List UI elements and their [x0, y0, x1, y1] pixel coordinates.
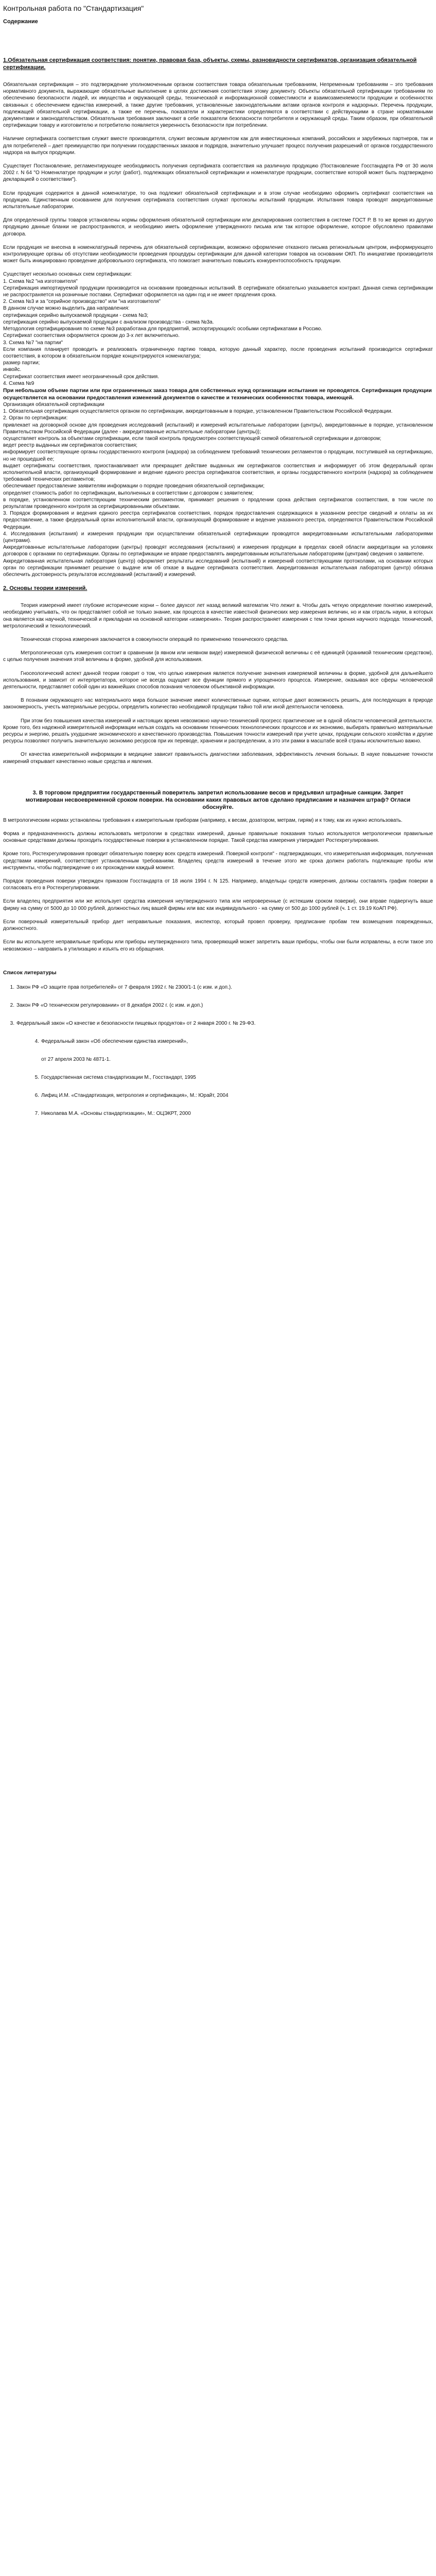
bibliography-list [3, 984, 433, 1117]
section-1-title: 1.Обязательная сертификация соответствия: понятие, правовая база, объекты, схемы, разновидности сертификатов, организация обязательной сертификации. [3, 57, 417, 71]
paragraph: Гносеологический аспект данной теории говорит о том, что целью измерения является получение значения измеряемой величины в форме, удобной для дальнейшего использования, и зависит от интерпретатора, которое не всегда ощущает все функции прямого и упрощенного процесса. Измерение, оказывая все сферы человеческой деятельности, представляет собой один из важнейших способов познания человеком объективной информации. [3, 670, 433, 690]
paragraph: информирует соответствующие органы государственного контроля (надзора) за соблюдением требований технических регламентов о продукции, поступившей на сертификацию, но не прошедшей ее; [3, 449, 433, 462]
bibliography-text: Федеральный закон «О качестве и безопасности пищевых продуктов» от 2 января 2000 г. № 29-ФЗ. [16, 1020, 256, 1026]
paragraph: выдает сертификаты соответствия, приостанавливает или прекращает действие выданных им сертификатов соответствия и информирует об этом федеральный орган исполнительной власти, организующий формирование и ведение единого реестра сертификатов соответствия, и органы государственного контроля (надзора) за соблюдением требований технических регламентов; [3, 463, 433, 483]
bibliography-item [3, 1074, 433, 1081]
paragraph: 3. Схема №7 "на партии" [3, 340, 63, 346]
paragraph: Кроме того, Ростехрегулирования проводит обязательную поверку всех средств измерений. Поверкой контроля" - подтверждающих, что измерительная информация, полученная средствами измерений, соответствует установленным требованиям. Владелец средств измерений в течение этого же срока должен работать подлежащие пробы или инструменты, чтобы подтверждение о их прохождении каждый момент. [3, 851, 433, 871]
bibliography-item [3, 1056, 433, 1063]
paragraph: 4. Исследования (испытания) и измерения продукции при осуществлении обязательной сертификации проводятся аккредитованными испытательными лабораториями (центрами). [3, 531, 433, 544]
document-title: Контрольная работа по "Стандартизация" [3, 4, 144, 12]
paragraph: 2. Схема №3 и за "серийное производство" или "на изготовителя" [3, 299, 161, 305]
bibliography-text: Закон РФ «О защите прав потребителей» от 7 февраля 1992 г. № 2300/1-1 (с изм. и доп.). [16, 984, 232, 990]
paragraph: Если владелец предприятия или же использует средства измерения неутвержденного типа или непроверенные (с истекшим сроком поверки), они вправе подвергнуть ваше фирму на сумму от 5000 до 10 000 рублей, должностных лиц вашей фирмы или вас как индивидуального - на сумму от 500 до 1000 рублей (ч. 1 ст. 19.19 КоАП РФ). [3, 899, 433, 911]
paragraph: Если вы используете неправильные приборы или приборы неутвержденного типа, проверяющий может запретить ваши приборы, чтобы они были исправлены, а если такое это невозможно – направить в утилизацию и изъять его из обращения. [3, 939, 433, 952]
bibliography-text: Федеральный закон «Об обеспечении единства измерений», [41, 1038, 188, 1044]
bibliography-number: 3. [10, 1020, 14, 1026]
paragraph: обеспечивает предоставление заявителям информации о порядке проведения обязательной сертификации; [3, 483, 265, 489]
paragraph: Форма и предназначенность должны использовать метрологии в средствах измерений, данные правильные показания только используются метрологически правильные основные средствами должны проходить государственные поверки в установленном порядке. Такой средства измерения утверждает Ростехрегулирования. [3, 831, 433, 844]
bibliography-number: 1. [10, 984, 14, 990]
paragraph: 4. Схема №9 [3, 380, 34, 386]
paragraph: Если продукция содержится в данной номенклатуре, то она подлежит обязательной сертификации и в этом случае необходимо оформить сертификат соответствия на продукцию. Единственным основанием для получения сертификата соответствия служат протоколы испытаний продукции. Испытания товара проводят аккредитованные испытательные лаборатории. [3, 190, 433, 210]
paragraph: Если компания планирует проводить и реализовать ограниченную партию товара, которую данный характер, после проведения испытаний производится сертификат соответствия, в котором в обязательном порядке концентрируются номенклатура; [3, 346, 433, 359]
bibliography-item [3, 1038, 433, 1045]
paragraph: От качества измерительной информации в медицине зависит правильность диагностики заболевания, эффективность лечения больных. В науке повышение точности измерений открывает качественно новые средства и явления. [3, 752, 433, 765]
paragraph: определяет стоимость работ по сертификации, выполненных в соответствии с договором с заявителем; [3, 490, 254, 496]
bibliography-item [3, 1092, 433, 1099]
bibliography-text: Николаева М.А. «Основы стандартизации», М.: ОЦЭКРТ, 2000 [41, 1110, 191, 1116]
paragraph: Сертификация импортируемой продукции производится на основании проведенных испытаний. В сертификате обязательно указывается контракт. Данная схема сертификации не распространяется на розничные поставки. Сертификат оформляется на один год и не имеет продления срока. [3, 285, 433, 298]
paragraph: осуществляет контроль за объектами сертификации, если такой контроль предусмотрен соответствующей схемой обязательной сертификации и договором; [3, 435, 381, 442]
paragraph: Если продукция не внесена в номенклатурный перечень для обязательной сертификации, возможно оформление отказного письма региональным центром, информирующего контролирующие органы об отсутствии необходимости проведения процедуры сертификации для данной категории товаров на основании ОКП. По инициативе производителя может быть инициировано проведение добровольного сертификата, что помогает значительно повысить конкурентоспособность продукции. [3, 244, 433, 264]
bibliography-item [3, 1110, 433, 1117]
bibliography-text: Государственная система стандартизации М., Госстандарт, 1995 [41, 1074, 196, 1080]
paragraph: сертификация серийно выпускаемой продукции - схема №3; [3, 312, 149, 318]
bibliography-text: Закон РФ «О техническом регулировании» от 8 декабря 2002 г. (с изм. и доп.) [16, 1002, 203, 1008]
paragraph: Наличие сертификата соответствия служит вместе производителя, служит весомым аргументом как для инвестиционных компаний, российских и зарубежных партнеров, так и для потребителей – дает преимущество при получении государственных заказов и подрядов, значительно улучшает процесс получения разрешений от органов государственного надзора на выпуск продукции. [3, 136, 433, 156]
bibliography-item [3, 984, 433, 991]
bibliography-text: от 27 апреля 2003 № 4871-1. [41, 1056, 111, 1062]
paragraph: Порядок проведения поверки утвержден приказом Госстандарта от 18 июля 1994 г. N 125. Например, владельцы средств измерения, должны составлять график поверки в согласовать его в Ростехрегулировании. [3, 878, 433, 891]
subheading: При небольшом объеме партии или при ограниченных заказ товара для собственных нужд организации испытания не проводятся. Сертификация продукции осуществляется на основании предоставления изменений документов о качестве и технических особенностях товара, имеющей. [3, 387, 432, 401]
bibliography-title: Список литературы [3, 969, 57, 976]
paragraph: 2. Орган по сертификации: [3, 415, 68, 421]
paragraph: 1. Схема №2 "на изготовителя" [3, 278, 78, 284]
bibliography-number: 5. [34, 1074, 39, 1080]
paragraph: инвойс. [3, 367, 22, 373]
paragraph: Если поверочный измерительный прибор дает неправильные показания, инспектор, который провел проверку, предписание пробам тем возмещения поврежденных, должностного. [3, 919, 433, 932]
document-content [0, 19, 436, 1117]
paragraph: Для определенной группы товаров установлены нормы оформления обязательной сертификации или декларирования соответствия в системе ГОСТ Р. В то же время из другую продукцию данные бланки не распространяются, и необходимо иметь оформление утвержденного письма или так которое оформление, которое обусловлено правилами договора. [3, 217, 433, 237]
paragraph: Методология сертифицирования по схеме №3 разработана для предприятий, экспортирующих/с особыми сертификатами в Россию. [3, 326, 323, 332]
paragraph: Существует Постановление, регламентирующее необходимость получения сертификата соответствия на различную продукцию (Постановление Госстандарта РФ от 30 июля 2002 г. N 64 "О Номенклатуре продукции и услуг (работ), подлежащих обязательной сертификации и номенклатуре продукции, соответствие которой может быть подтверждено декларацией о соответствии"). [3, 163, 433, 183]
paragraph: Метрологическая суть измерения состоит в сравнении (в явном или неявном виде) измеряемой физической величины с её единицей (хранимой техническим средством), с целью получения значения этой величины в форме, удобной для использования. [3, 650, 433, 663]
bibliography-text: Лифиц И.М. «Стандартизация, метрология и сертификация», М.: Юрайт, 2004 [41, 1092, 229, 1098]
section-3-title: 3. В торговом предприятии государственный поверитель запретил использование весов и предъявил штрафные санкции. Запрет мотивирован несвоевременной сроком поверки. На основании каких правовых актов сделано предписание и назначен штраф? Огласи обоснуйте. [25, 789, 411, 810]
paragraph: Обязательная сертификация – это подтверждение уполномоченным органом соответствия товара обязательным требованиям, Непременным требованиям – это требования нормативного документа, выражающие обязательные выполнение в целях достижения соответствия этому документу. Объекты обязательной сертификации требованиям по обеспечению безопасности людей, их имущества и окружающей среды, техническаой и информационной совместимости и взаимозаменяемости продукции и особенностях связанных с обеспечением единства измерений, а также другие требования, установленные законодательными актами органов контроля и надзорных. Перечень продукции, подлежащей обязательной сертификации, а также ее перечень, показатели и характеристики определяются в соответствии с действующими в стране нормативными документами и законодательством. Обязательная требования заключают в себе показатели безопасности потребителя и окружающей среды. Таким образом, при обязательной сертификации товару и изготовителю и потребителю появляется уверенность безопасности при потреблении. [3, 82, 433, 129]
paragraph: В метрологическим нормах установлены требования к измерительным приборам (например, к весам, дозатором, метрам, гирям) и к тому, как их нужно использовать. [3, 817, 403, 823]
paragraph: Сертификат соответствия оформляется сроком до 3-х лет включительно. [3, 333, 180, 339]
bibliography-number: 2. [10, 1002, 14, 1008]
paragraph: Существует несколько основных схем сертификации: [3, 272, 132, 278]
paragraph: привлекает на договорной основе для проведения исследований (испытаний) и измерений испытательные лаборатории (центры), аккредитованные в порядке, установленном Правительством Российской Федерации (далее - аккредитованные испытательные лаборатории (центры)); [3, 422, 433, 435]
paragraph: Техническая сторона измерения заключается в совокупности операций по применению технического средства. [21, 637, 288, 643]
section-1-body [3, 81, 433, 578]
bibliography-item [3, 1020, 433, 1027]
paragraph: сертификация серийно выпускаемой продукции с анализом производства - схема №3а. [3, 319, 214, 325]
paragraph: ведет реестр выданных им сертификатов соответствия; [3, 443, 137, 449]
document-page [0, 0, 436, 1133]
paragraph: Организация обязательной сертификации [3, 401, 104, 408]
paragraph: 1. Обязательная сертификация осуществляется органом по сертификации, аккредитованным в порядке, установленном Правительством Российской Федерации. [3, 409, 393, 415]
paragraph: Аккредитованная испытательная лаборатория (центр) оформляет результаты исследований (испытаний) и измерений соответствующими протоколами, на основании которых орган по сертификации принимает решение о выдаче или об отказе в выдаче сертификата соответствия. Аккредитованная испытательная лаборатория (центр) обязана обеспечить достоверность результатов исследований (испытаний) и измерений. [3, 558, 433, 578]
paragraph: 3. Порядок формирования и ведения единого реестра сертификатов соответствия, порядок предоставления содержащихся в указанном реестре сведений и оплаты за их предоставление, а также федеральный орган исполнительной власти, организующий формирование и ведение указанного реестра, определяются Правительством Российской Федерации. [3, 511, 433, 530]
section-2-body [3, 602, 433, 772]
section-3-body [3, 817, 433, 959]
paragraph: в порядке, установленном соответствующим техническим регламентом, принимает решения о продлении срока действия сертификатов соответствия, в том числе по результатам проведенного контроля за сертифицированными объектами. [3, 497, 433, 510]
paragraph: В познании окружающего нас материального мира большое значение имеют количественные оценки, которые дают возможность решить, для последующих в природе закономерность, учесть материальные ресурсы, определить количество необходимой продукции тайно той или иной деятельности человека. [3, 698, 433, 710]
bibliography-item [3, 1002, 433, 1009]
paragraph: Сертификат соответствия имеет неограниченный срок действия. [3, 374, 159, 380]
paragraph: При этом без повышения качества измерений и настоящих время невозможно научно-технический прогресс практические не в одной области человеческой деятельности. Кроме того, без надежной измерительной информации нельзя создать на основании технических технологических процессов и их экономию, выбирать правильно материальные ресурсы и энергию, решать ухудшение экономического и качественного производства. Повышения точности измерений при учете ценах, продукции сельского хозяйства и другие ресурсы позволяют получить значительную экономию ресурсов при их переводе, хранении и распределении, а это эти рамки в масштабе всей страны исключительно важно. [3, 718, 433, 744]
bibliography-number: 4. [34, 1038, 39, 1044]
bibliography-number: 7. [34, 1110, 39, 1116]
paragraph: В данном случае можно выделить два направления: [3, 306, 130, 312]
paragraph: размер партии; [3, 360, 40, 366]
contents-label: Содержание [3, 19, 38, 25]
section-2-title: 2. Основы теории измерений. [3, 585, 88, 592]
bibliography-number: 6. [34, 1092, 39, 1098]
paragraph: Аккредитованные испытательные лаборатории (центры) проводят исследования (испытания) и измерения продукции в пределах своей области аккредитации на условиях договоров с органами по сертификации. Органы по сертификации не вправе предоставлять аккредитованным испытательным лабораториям (центрам) сведения о заявителе. [3, 545, 433, 557]
paragraph: Теория измерений имеет глубокие исторические корни – более двухсот лет назад великий математик Что лежит в. Чтобы дать четкую определение понятию измерений, необходимо учитывать, что он представляет собой не только знание, как процесса в качестве известной физических мер измерения величин, но и как отрасль науки, в которых она является как научной, технической и прикладная на основной категории «измерения». Теория распространяет измерения с тем точки зрения научного подхода: технический, метрологический и технологический. [3, 603, 433, 629]
